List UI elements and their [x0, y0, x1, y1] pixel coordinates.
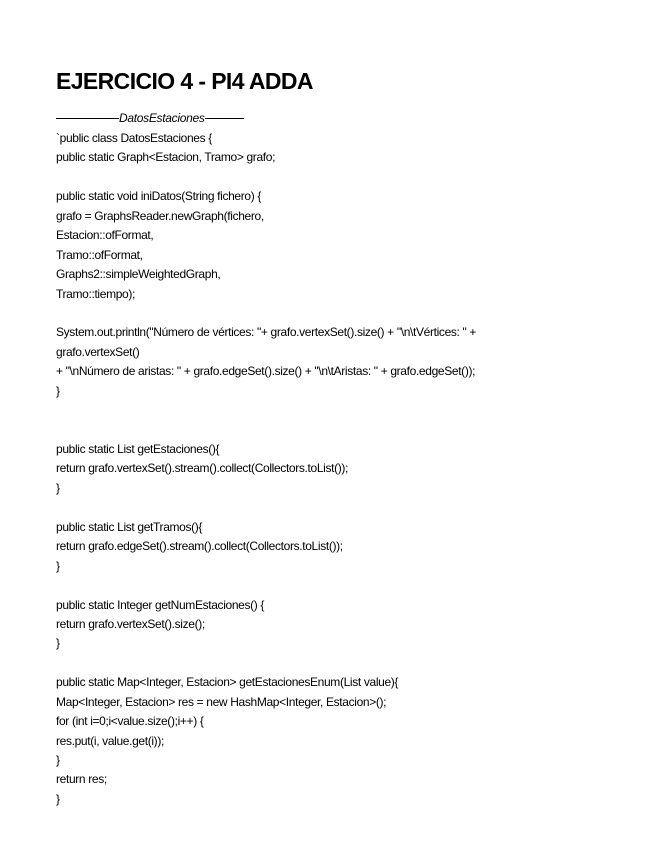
code-line — [56, 576, 476, 595]
section-divider — [56, 111, 244, 125]
code-line: public static Map<Integer, Estacion> getEstacionesEnum(List value){ — [56, 675, 399, 690]
code-line: } — [56, 753, 60, 767]
code-line: public static List getTramos(){ — [56, 519, 203, 534]
code-line: public static Graph<Estacion, Tramo> grafo; — [56, 150, 276, 165]
code-line: } — [56, 383, 60, 398]
code-line: } — [56, 636, 60, 651]
code-line: `public class DatosEstaciones { — [56, 131, 212, 145]
section-heading: DatosEstaciones — [119, 111, 205, 125]
code-line: } — [56, 558, 60, 573]
code-line: Tramo::tiempo); — [56, 286, 135, 301]
code-line: res.put(i, value.get(i)); — [56, 733, 164, 748]
code-line — [56, 304, 476, 323]
document-title: EJERCICIO 4 - PI4 ADDA — [56, 68, 313, 94]
code-line — [56, 498, 476, 517]
code-block — [56, 129, 476, 809]
code-line: return grafo.vertexSet().stream().collect(Collectors.toList()); — [56, 461, 349, 476]
code-line: return res; — [56, 772, 107, 787]
code-line: } — [56, 791, 60, 806]
code-line: System.out.println("Número de vértices: "+ grafo.vertexSet().size() + "\n\tVértices: " + — [56, 325, 477, 340]
code-line: Estacion::ofFormat, — [56, 228, 154, 243]
code-line: public static Integer getNumEstaciones() { — [56, 597, 265, 612]
divider-rule-right — [205, 118, 244, 119]
code-line: Graphs2::simpleWeightedGraph, — [56, 267, 221, 282]
code-line: grafo = GraphsReader.newGraph(fichero, — [56, 208, 264, 223]
code-line: for (int i=0;i<value.size();i++) { — [56, 714, 204, 729]
code-line: Tramo::ofFormat, — [56, 247, 143, 262]
code-line: return grafo.vertexSet().size(); — [56, 616, 205, 631]
code-line — [56, 421, 476, 440]
code-line — [56, 168, 476, 187]
code-line: Map<Integer, Estacion> res = new HashMap<Integer, Estacion>(); — [56, 694, 387, 709]
code-line: return grafo.edgeSet().stream().collect(Collectors.toList()); — [56, 539, 343, 554]
code-line: public static List getEstaciones(){ — [56, 442, 220, 456]
divider-rule-left — [56, 118, 119, 119]
code-line: grafo.vertexSet() — [56, 344, 140, 359]
code-line — [56, 401, 476, 420]
code-line: } — [56, 480, 60, 495]
code-line: + "\nNúmero de aristas: " + grafo.edgeSet().size() + "\n\tAristas: " + grafo.edgeSet()); — [56, 364, 476, 379]
code-line — [56, 654, 476, 673]
code-line: public static void iniDatos(String fichero) { — [56, 189, 262, 204]
